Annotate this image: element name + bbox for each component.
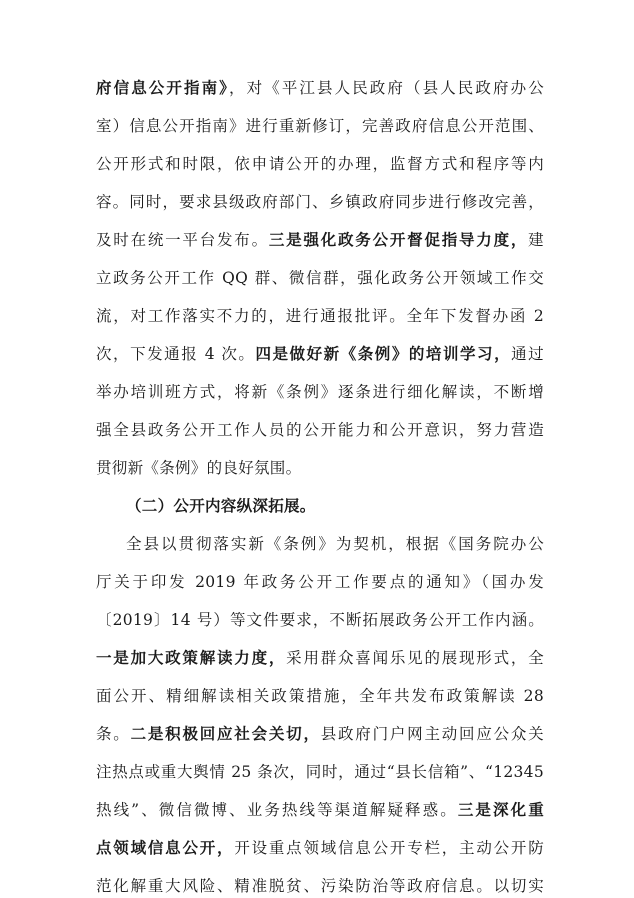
text-line: [126, 534, 544, 556]
text-run: 流，对工作落实不力的，进行通报批评。全年下发督办函 2: [96, 307, 544, 325]
text-line: [96, 648, 544, 670]
text-run: 全县以贯彻落实新《条例》为契机，根据《国务院办公: [126, 535, 544, 553]
text-line: [96, 572, 544, 594]
bold-phrase: 府信息公开指南》: [96, 79, 230, 97]
text-run: 采用群众喜闻乐见的展现形式，全: [286, 649, 544, 667]
text-run: 〔2019〕14 号）等文件要求，不断拓展政务公开工作内涵。: [96, 611, 544, 629]
text-run: 容。同时，要求县级政府部门、乡镇政府同步进行修改完善，: [96, 193, 544, 211]
text-run: 开设重点领域信息公开专栏，主动公开防: [234, 839, 545, 857]
section-heading: [126, 496, 544, 518]
text-run: 县政府门户网主动回应公众关: [320, 725, 544, 743]
bold-phrase: （二）公开内容纵深拓展。: [126, 497, 316, 515]
text-line: [96, 458, 544, 480]
text-line: [96, 306, 544, 328]
text-line: [96, 230, 544, 252]
text-line: [96, 838, 544, 860]
text-line: [96, 876, 544, 898]
text-line: [96, 724, 544, 746]
text-line: [96, 800, 544, 822]
text-run: 建: [528, 231, 544, 249]
text-run: 公开形式和时限，依申请公开的办理，监督方式和程序等内: [96, 155, 544, 173]
text-line: [96, 610, 544, 632]
bold-phrase: 点领域信息公开，: [96, 839, 235, 857]
text-line: [96, 762, 544, 784]
text-line: [96, 382, 544, 404]
text-line: [96, 154, 544, 176]
text-line: [96, 78, 544, 100]
bold-phrase: 二是积极回应社会关切，: [130, 725, 321, 743]
text-run: 面公开、精细解读相关政策措施，全年共发布政策解读 28: [96, 687, 544, 705]
bold-phrase: 三是深化重: [457, 801, 544, 819]
bold-phrase: 一是加大政策解读力度，: [96, 649, 287, 667]
text-run: 立政务公开工作 QQ 群、微信群，强化政务公开领域工作交: [96, 269, 544, 287]
text-run: 范化解重大风险、精准脱贫、污染防治等政府信息。以切实: [96, 877, 544, 895]
text-line: [96, 268, 544, 290]
text-line: [96, 116, 544, 138]
text-run: 举办培训班方式，将新《条例》逐条进行细化解读，不断增: [96, 383, 544, 401]
text-run: 及时在统一平台发布。: [96, 231, 269, 249]
text-run: 注热点或重大舆情 25 条次，同时，通过“县长信箱”、“12345: [96, 763, 544, 781]
text-line: [96, 420, 544, 442]
text-run: 条。: [96, 725, 131, 743]
text-line: [96, 686, 544, 708]
text-line: [96, 192, 544, 214]
text-run: 强全县政务公开工作人员的公开能力和公开意识，努力营造: [96, 421, 544, 439]
text-run: 室）信息公开指南》进行重新修订，完善政府信息公开范围、: [96, 117, 544, 135]
text-line: [96, 344, 544, 366]
bold-phrase: 三是强化政务公开督促指导力度，: [268, 231, 529, 249]
text-run: 次，下发通报 4 次。: [96, 345, 256, 363]
text-run: 通过: [511, 345, 544, 363]
text-run: 热线”、微信微博、业务热线等渠道解疑释惑。: [96, 801, 458, 819]
text-run: 厅关于印发 2019 年政务公开工作要点的通知》（国办发: [96, 573, 544, 591]
text-run: ，对《平江县人民政府（县人民政府办公: [229, 79, 544, 97]
bold-phrase: 四是做好新《条例》的培训学习，: [255, 345, 512, 363]
text-run: 贯彻新《条例》的良好氛围。: [96, 459, 302, 477]
